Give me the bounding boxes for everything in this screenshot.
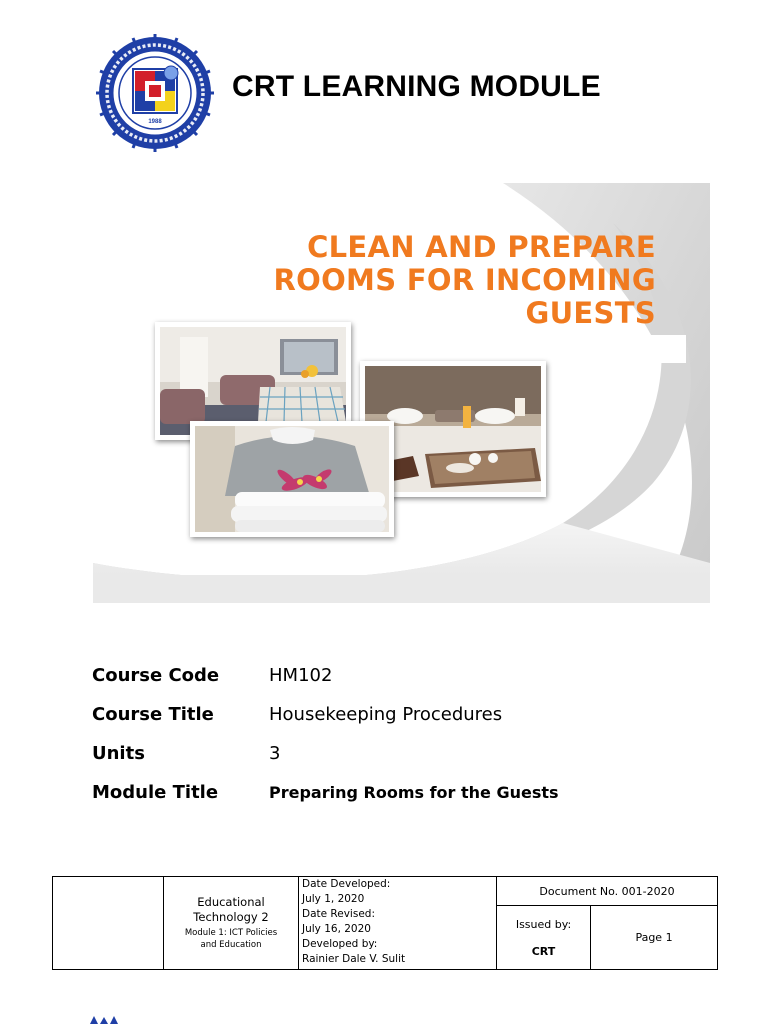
date-developed-value: July 1, 2020 — [302, 893, 365, 905]
cover-graphic — [93, 183, 710, 603]
blank-logo-cell — [53, 877, 164, 970]
module-title-value: Preparing Rooms for the Guests — [269, 783, 559, 802]
dates-cell — [299, 877, 497, 970]
course-code-value: HM102 — [269, 665, 333, 686]
date-revised-value: July 16, 2020 — [302, 923, 371, 935]
developed-by-label: Developed by: — [302, 938, 378, 950]
cover-title-line: GUESTS — [525, 296, 656, 330]
units-value: 3 — [269, 743, 281, 764]
cover-white-bar — [558, 335, 686, 363]
date-revised-label: Date Revised: — [302, 908, 375, 920]
issued-by-value: CRT — [531, 944, 556, 958]
module-title: CRT LEARNING MODULE — [232, 70, 601, 103]
module-title-label: Module Title — [92, 782, 219, 803]
date-developed-label: Date Developed: — [302, 878, 391, 890]
course-info — [92, 656, 652, 812]
page-number-cell: Page 1 — [591, 906, 718, 970]
college-seal-logo — [94, 34, 216, 152]
course-code-row — [92, 656, 652, 695]
svg-text:1988: 1988 — [148, 119, 162, 125]
module-title-row — [92, 773, 652, 812]
units-row — [92, 734, 652, 773]
issued-by-label: Issued by: — [515, 917, 572, 931]
course-title-label: Course Title — [92, 704, 214, 725]
module-line: Module 1: ICT Policies — [184, 928, 278, 938]
cover-title-line: ROOMS FOR INCOMING — [273, 263, 656, 297]
course-title-value: Housekeeping Procedures — [269, 704, 503, 725]
cover-title-line: CLEAN AND PREPARE — [307, 230, 656, 264]
cover-title — [274, 231, 657, 330]
module-line: and Education — [200, 940, 262, 950]
developed-by-value: Rainier Dale V. Sulit — [302, 953, 406, 965]
course-code-label: Course Code — [92, 665, 220, 686]
subject-line: Educational — [197, 895, 265, 909]
issued-by-cell — [497, 906, 591, 970]
partial-logo-mark — [86, 1016, 126, 1024]
course-title-row — [92, 695, 652, 734]
document-control-table — [52, 876, 718, 970]
document-number-cell: Document No. 001-2020 — [497, 877, 718, 906]
units-label: Units — [92, 743, 145, 764]
subject-cell — [164, 877, 299, 970]
towels-and-flowers-photo — [190, 421, 394, 537]
subject-line: Technology 2 — [193, 910, 269, 924]
